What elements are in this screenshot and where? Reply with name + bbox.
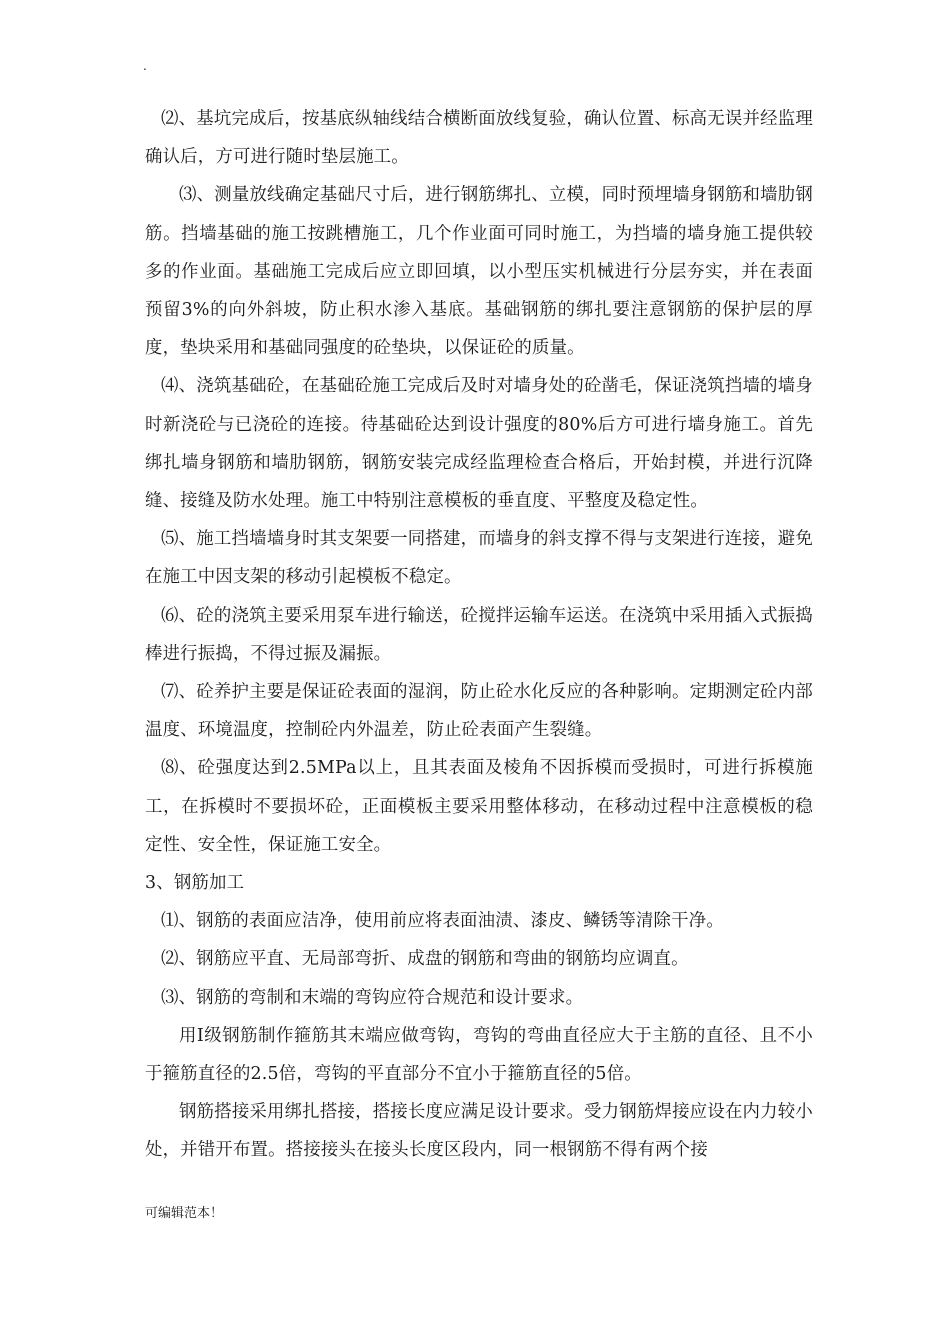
rebar-item-3: ⑶、钢筋的弯制和末端的弯钩应符合规范和设计要求。 bbox=[161, 987, 584, 1008]
page-footer: 可编辑范本！ bbox=[145, 1206, 224, 1221]
stirrup-paragraph: 用Ⅰ级钢筋制作箍筋其末端应做弯钩，弯钩的弯曲直径应大于主筋的直径、且不小于箍筋直径的2.5倍，弯钩的平直部分不宜小于箍筋直径的5倍。 bbox=[145, 1025, 813, 1085]
paragraph-item-2: ⑵、基坑完成后，按基底纵轴线结合横断面放线复验，确认位置、标高无误并经监理确认后，方可进行随时垫层施工。 bbox=[145, 109, 813, 168]
paragraph-item-5: ⑸、施工挡墙墙身时其支架要一同搭建，而墙身的斜支撑不得与支架进行连接，避免在施工中因支架的移动引起模板不稳定。 bbox=[145, 529, 813, 588]
page-marker: . bbox=[143, 59, 147, 73]
document-body bbox=[145, 100, 813, 1170]
rebar-item-2: ⑵、钢筋应平直、无局部弯折、成盘的钢筋和弯曲的钢筋均应调直。 bbox=[161, 949, 689, 970]
paragraph-item-8: ⑻、砼强度达到2.5MPa以上，且其表面及棱角不因拆模而受损时，可进行拆模施工，在拆模时不要损坏砼，正面模板主要采用整体移动，在移动过程中注意模板的稳定性、安全性，保证施工安全。 bbox=[145, 758, 813, 855]
paragraph-item-7: ⑺、砼养护主要是保证砼表面的湿润，防止砼水化反应的各种影响。定期测定砼内部温度、环境温度，控制砼内外温差，防止砼表面产生裂缝。 bbox=[145, 682, 813, 741]
lap-splice-paragraph: 钢筋搭接采用绑扎搭接，搭接长度应满足设计要求。受力钢筋焊接应设在内力较小处，并错开布置。搭接接头在接头长度区段内，同一根钢筋不得有两个接 bbox=[145, 1102, 813, 1161]
paragraph-item-4: ⑷、浇筑基础砼，在基础砼施工完成后及时对墙身处的砼凿毛，保证浇筑挡墙的墙身时新浇砼与已浇砼的连接。待基础砼达到设计强度的80%后方可进行墙身施工。首先绑扎墙身钢筋和墙肋钢筋，钢筋安装完成经监理检查合格后，开始封模，并进行沉降缝、接缝及防水处理。施工中特别注意模板的垂直度、平整度及稳定性。 bbox=[145, 376, 813, 512]
paragraph-item-3: ⑶、测量放线确定基础尺寸后，进行钢筋绑扎、立模，同时预埋墙身钢筋和墙肋钢筋。挡墙基础的施工按跳槽施工，几个作业面可同时施工，为挡墙的墙身施工提供较多的作业面。基础施工完成后应立即回填，以小型压实机械进行分层夯实，并在表面预留3%的向外斜坡，防止积水渗入基底。基础钢筋的绑扎要注意钢筋的保护层的厚度，垫块采用和基础同强度的砼垫块，以保证砼的质量。 bbox=[145, 185, 813, 359]
section-heading-rebar: 3、钢筋加工 bbox=[145, 873, 245, 894]
rebar-item-1: ⑴、钢筋的表面应洁净，使用前应将表面油渍、漆皮、鳞锈等清除干净。 bbox=[161, 911, 724, 932]
paragraph-item-6: ⑹、砼的浇筑主要采用泵车进行输送，砼搅拌运输车运送。在浇筑中采用插入式振捣棒进行振捣，不得过振及漏振。 bbox=[145, 605, 813, 664]
